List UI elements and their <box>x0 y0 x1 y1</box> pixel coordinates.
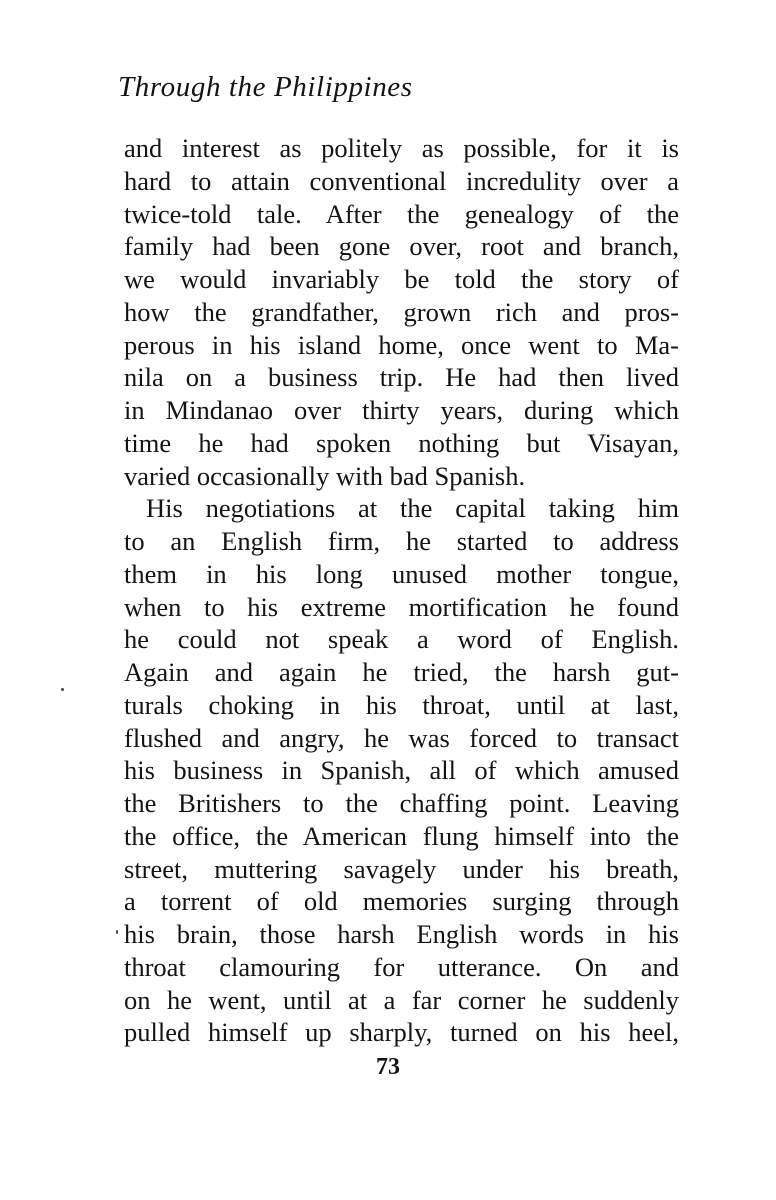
text-line: to an English firm, he started to address <box>124 526 679 556</box>
print-speck <box>116 930 118 934</box>
text-line: twice-told tale. After the genealogy of the <box>124 198 679 229</box>
body-text <box>124 132 679 1049</box>
text-line: street, muttering savagely under his breath, <box>124 853 679 884</box>
text-line: how the grandfather, grown rich and pros- <box>124 296 679 327</box>
text-line: family had been gone over, root and branch, <box>124 231 679 262</box>
running-head: Through the Philippines <box>118 71 413 103</box>
text-line: throat clamouring for utterance. On and <box>124 951 679 982</box>
text-line: when to his extreme mortification he found <box>124 591 679 622</box>
text-line: his brain, those harsh English words in his <box>124 919 679 949</box>
text-line: His negotiations at the capital taking him <box>146 493 679 524</box>
text-line: hard to attain conventional incredulity over a <box>124 165 679 196</box>
text-line: on he went, until at a far corner he suddenly <box>124 984 679 1015</box>
text-line: a torrent of old memories surging through <box>124 886 679 917</box>
text-line: his business in Spanish, all of which amused <box>124 755 679 786</box>
text-line: in Mindanao over thirty years, during which <box>124 395 679 425</box>
text-line: pulled himself up sharply, turned on his heel, <box>124 1017 679 1048</box>
text-line: Again and again he tried, the harsh gut- <box>124 657 679 687</box>
text-line: the office, the American flung himself into the <box>124 820 679 851</box>
text-line: varied occasionally with bad Spanish. <box>124 460 526 491</box>
text-line: nila on a business trip. He had then lived <box>124 362 679 393</box>
text-line: flushed and angry, he was forced to transact <box>124 722 679 753</box>
text-line: we would invariably be told the story of <box>124 264 679 294</box>
text-line: the Britishers to the chaffing point. Leaving <box>124 788 679 818</box>
text-line: perous in his island home, once went to Ma- <box>124 329 679 360</box>
print-speck <box>61 688 64 691</box>
text-line: he could not speak a word of English. <box>124 624 679 655</box>
text-line: them in his long unused mother tongue, <box>124 558 679 589</box>
text-line: turals choking in his throat, until at last, <box>124 689 679 720</box>
text-line: and interest as politely as possible, for it is <box>124 133 679 163</box>
text-line: time he had spoken nothing but Visayan, <box>124 427 679 458</box>
page-number: 73 <box>376 1054 400 1080</box>
